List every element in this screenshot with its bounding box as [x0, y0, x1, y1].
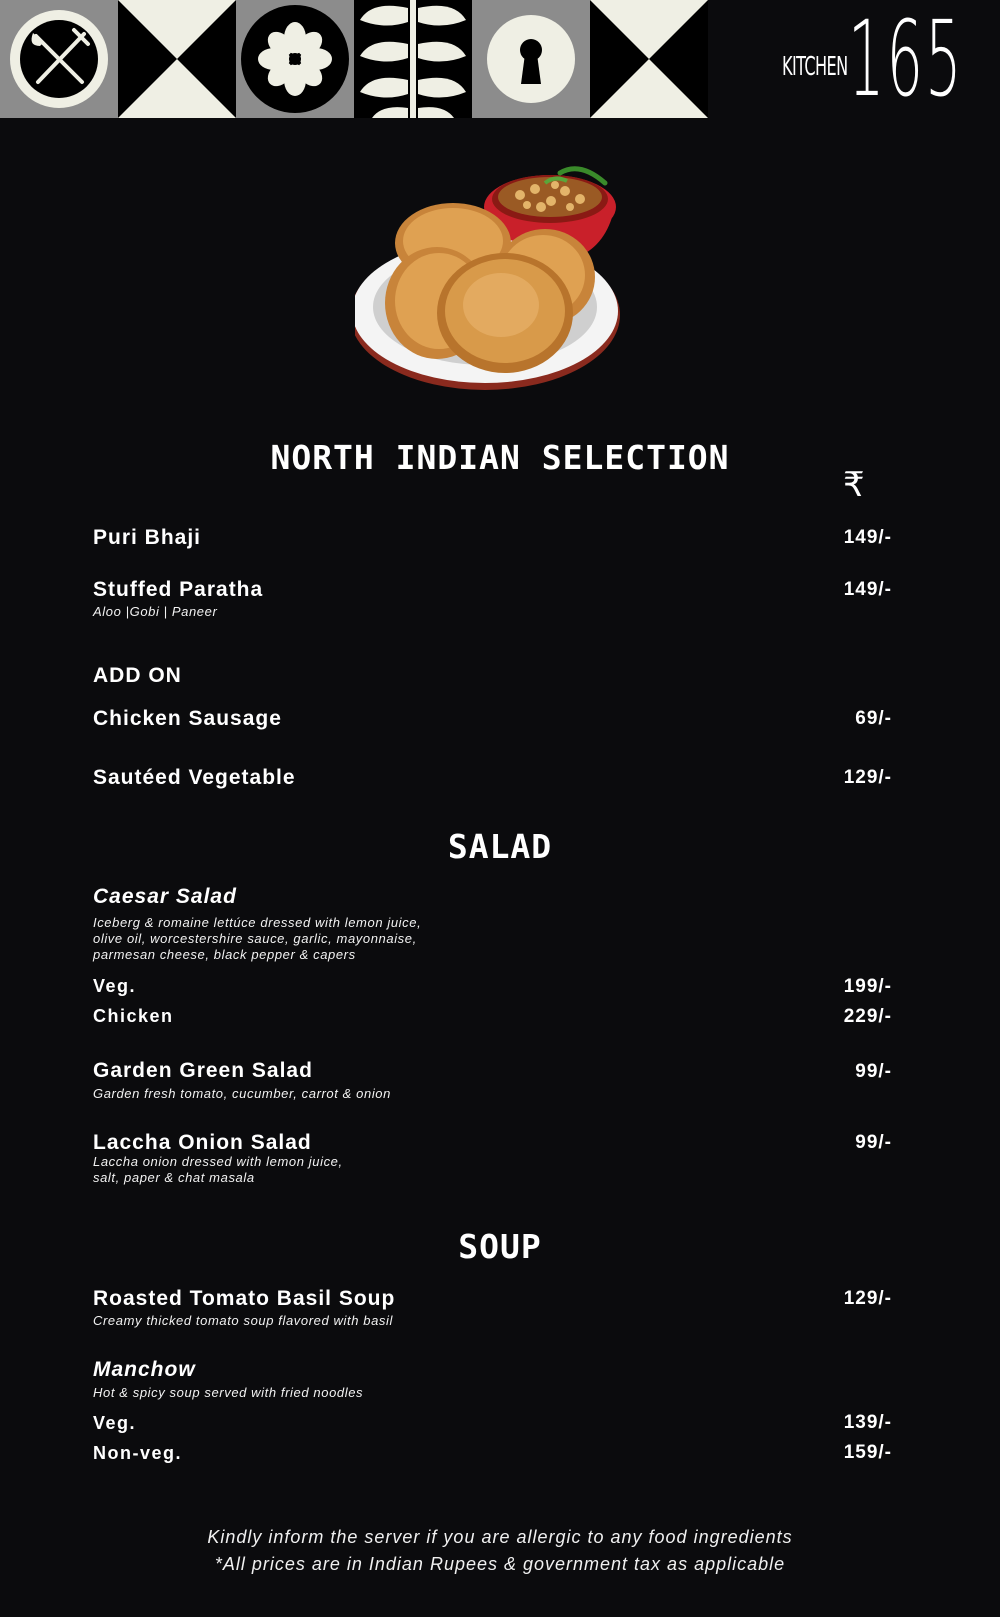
variant-name-manchow-veg: Veg.: [93, 1413, 137, 1433]
item-price-chicken-sausage: 69/-: [855, 708, 892, 729]
bowtie-icon: [118, 0, 236, 118]
item-price-stuffed-paratha: 149/-: [843, 579, 892, 600]
item-desc-garden-green-salad: Garden fresh tomato, cucumber, carrot & onion: [93, 1086, 391, 1101]
variant-name-caesar-veg: Veg.: [93, 976, 137, 996]
item-desc-stuffed-paratha: Aloo |Gobi | Paneer: [93, 604, 218, 619]
item-price-sauteed-vegetable: 129/-: [843, 767, 892, 788]
variant-name-caesar-chicken: Chicken: [93, 1006, 174, 1026]
item-name-laccha-onion-salad: Laccha Onion Salad: [93, 1131, 312, 1154]
hourglass-icon: [590, 0, 708, 118]
variant-name-manchow-nonveg: Non-veg.: [93, 1443, 183, 1463]
cutlery-icon: [0, 0, 118, 118]
item-price-garden-green-salad: 99/-: [855, 1061, 892, 1082]
variant-price-manchow-nonveg: 159/-: [843, 1442, 892, 1463]
item-name-chicken-sausage: Chicken Sausage: [93, 707, 282, 730]
puri-bhaji-illustration: [355, 155, 645, 410]
item-name-stuffed-paratha: Stuffed Paratha: [93, 578, 264, 601]
addon-heading: ADD ON: [93, 664, 182, 687]
flower-icon: [236, 0, 354, 118]
variant-price-caesar-veg: 199/-: [843, 976, 892, 997]
item-price-roasted-tomato-basil-soup: 129/-: [843, 1288, 892, 1309]
item-desc-caesar-line3: parmesan cheese, black pepper & capers: [93, 947, 356, 962]
item-price-puri-bhaji: 149/-: [843, 527, 892, 548]
item-desc-manchow: Hot & spicy soup served with fried noodles: [93, 1385, 364, 1400]
header-banner: [0, 0, 1000, 118]
item-name-sauteed-vegetable: Sautéed Vegetable: [93, 766, 296, 789]
item-desc-caesar-line2: olive oil, worcestershire sauce, garlic, mayonnaise,: [93, 931, 417, 946]
item-desc-roasted-tomato-basil-soup: Creamy thicked tomato soup flavored with basil: [93, 1313, 394, 1328]
item-desc-caesar-line1: Iceberg & romaine lettúce dressed with lemon juice,: [93, 915, 422, 930]
item-name-caesar-salad: Caesar Salad: [93, 885, 237, 908]
footer-allergy-note: Kindly inform the server if you are allergic to any food ingredients: [207, 1527, 793, 1547]
item-desc-laccha-line2: salt, paper & chat masala: [93, 1170, 255, 1185]
logo-word: KITCHEN: [782, 52, 848, 82]
item-name-garden-green-salad: Garden Green Salad: [93, 1059, 313, 1082]
item-name-roasted-tomato-basil-soup: Roasted Tomato Basil Soup: [93, 1287, 396, 1310]
leaf-icon: [354, 0, 472, 118]
footer-tax-note: *All prices are in Indian Rupees & government tax as applicable: [214, 1554, 786, 1574]
keyhole-icon: [472, 0, 590, 118]
item-desc-laccha-line1: Laccha onion dressed with lemon juice,: [93, 1154, 343, 1169]
variant-price-caesar-chicken: 229/-: [843, 1006, 892, 1027]
rupee-icon: ₹: [843, 465, 865, 505]
section-title-salad: SALAD: [447, 827, 553, 866]
variant-price-manchow-veg: 139/-: [843, 1412, 892, 1433]
item-price-laccha-onion-salad: 99/-: [855, 1132, 892, 1153]
kitchen-logo: [782, 0, 964, 120]
item-name-puri-bhaji: Puri Bhaji: [93, 526, 202, 549]
section-title-soup: SOUP: [458, 1227, 542, 1266]
item-name-manchow: Manchow: [93, 1358, 196, 1381]
logo-number: 165: [848, 0, 964, 120]
section-title-north-indian: NORTH INDIAN SELECTION: [270, 438, 730, 477]
